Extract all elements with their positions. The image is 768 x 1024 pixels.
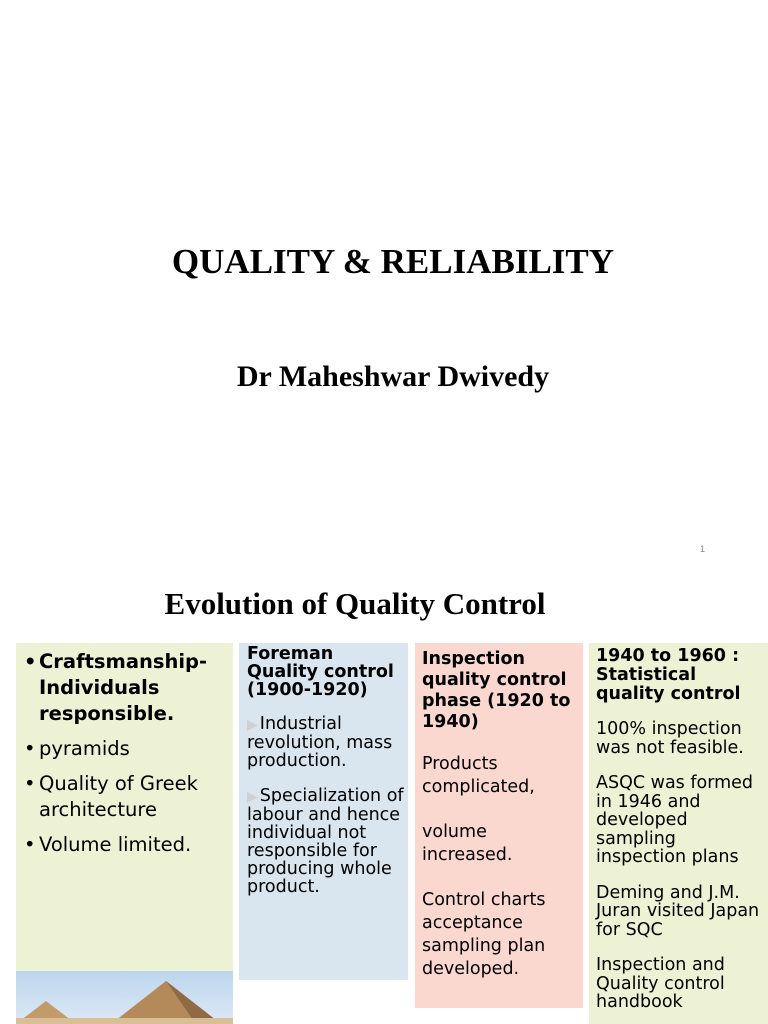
page-number: 1	[700, 544, 706, 554]
inspection-heading: Inspection quality control phase (1920 to 1940)	[422, 649, 571, 732]
slide-author: Dr Maheshwar Dwivedy	[236, 360, 550, 393]
list-item: Deming and J.M. Juran visited Japan for SQC	[596, 882, 760, 940]
list-item: Products complicated,	[422, 754, 535, 797]
triangle-bullet-icon: ▶	[247, 789, 258, 805]
point-text: Industrial revolution, mass production.	[247, 714, 393, 771]
list-item: • Volume limited.	[22, 832, 229, 858]
list-item: • Craftsmanship-Individuals responsible.	[22, 649, 229, 727]
inspection-column	[415, 643, 583, 1008]
craftsmanship-list	[22, 649, 229, 858]
slide-title: QUALITY & RELIABILITY	[171, 242, 615, 281]
list-item: ASQC was formed in 1946 and developed sampling inspection plans	[596, 773, 754, 867]
craftsmanship-column	[16, 643, 233, 1024]
point-text: Specialization of labour and hence individual not responsible for producing whole product.	[247, 786, 404, 897]
statistical-column	[589, 643, 768, 1024]
list-item: volume increased.	[422, 822, 513, 865]
statistical-heading: 1940 to 1960 : Statistical quality control	[596, 646, 741, 704]
foreman-column	[239, 643, 408, 980]
pyramid-photo-icon	[16, 971, 233, 1024]
list-item: Control charts acceptance sampling plan developed.	[422, 890, 546, 979]
list-item: • pyramids	[22, 736, 229, 762]
foreman-heading: Foreman Quality control (1900-1920)	[247, 644, 394, 700]
evolution-title: Evolution of Quality Control	[164, 586, 546, 621]
triangle-bullet-icon: ▶	[247, 717, 258, 733]
pyramid-photo-svg	[16, 971, 233, 1024]
list-item: 100% inspection was not feasible.	[596, 719, 744, 758]
list-item	[247, 787, 404, 896]
list-item: • Quality of Greek architecture	[22, 771, 229, 823]
list-item	[247, 715, 404, 770]
list-item: Inspection and Quality control handbook	[596, 955, 725, 1012]
